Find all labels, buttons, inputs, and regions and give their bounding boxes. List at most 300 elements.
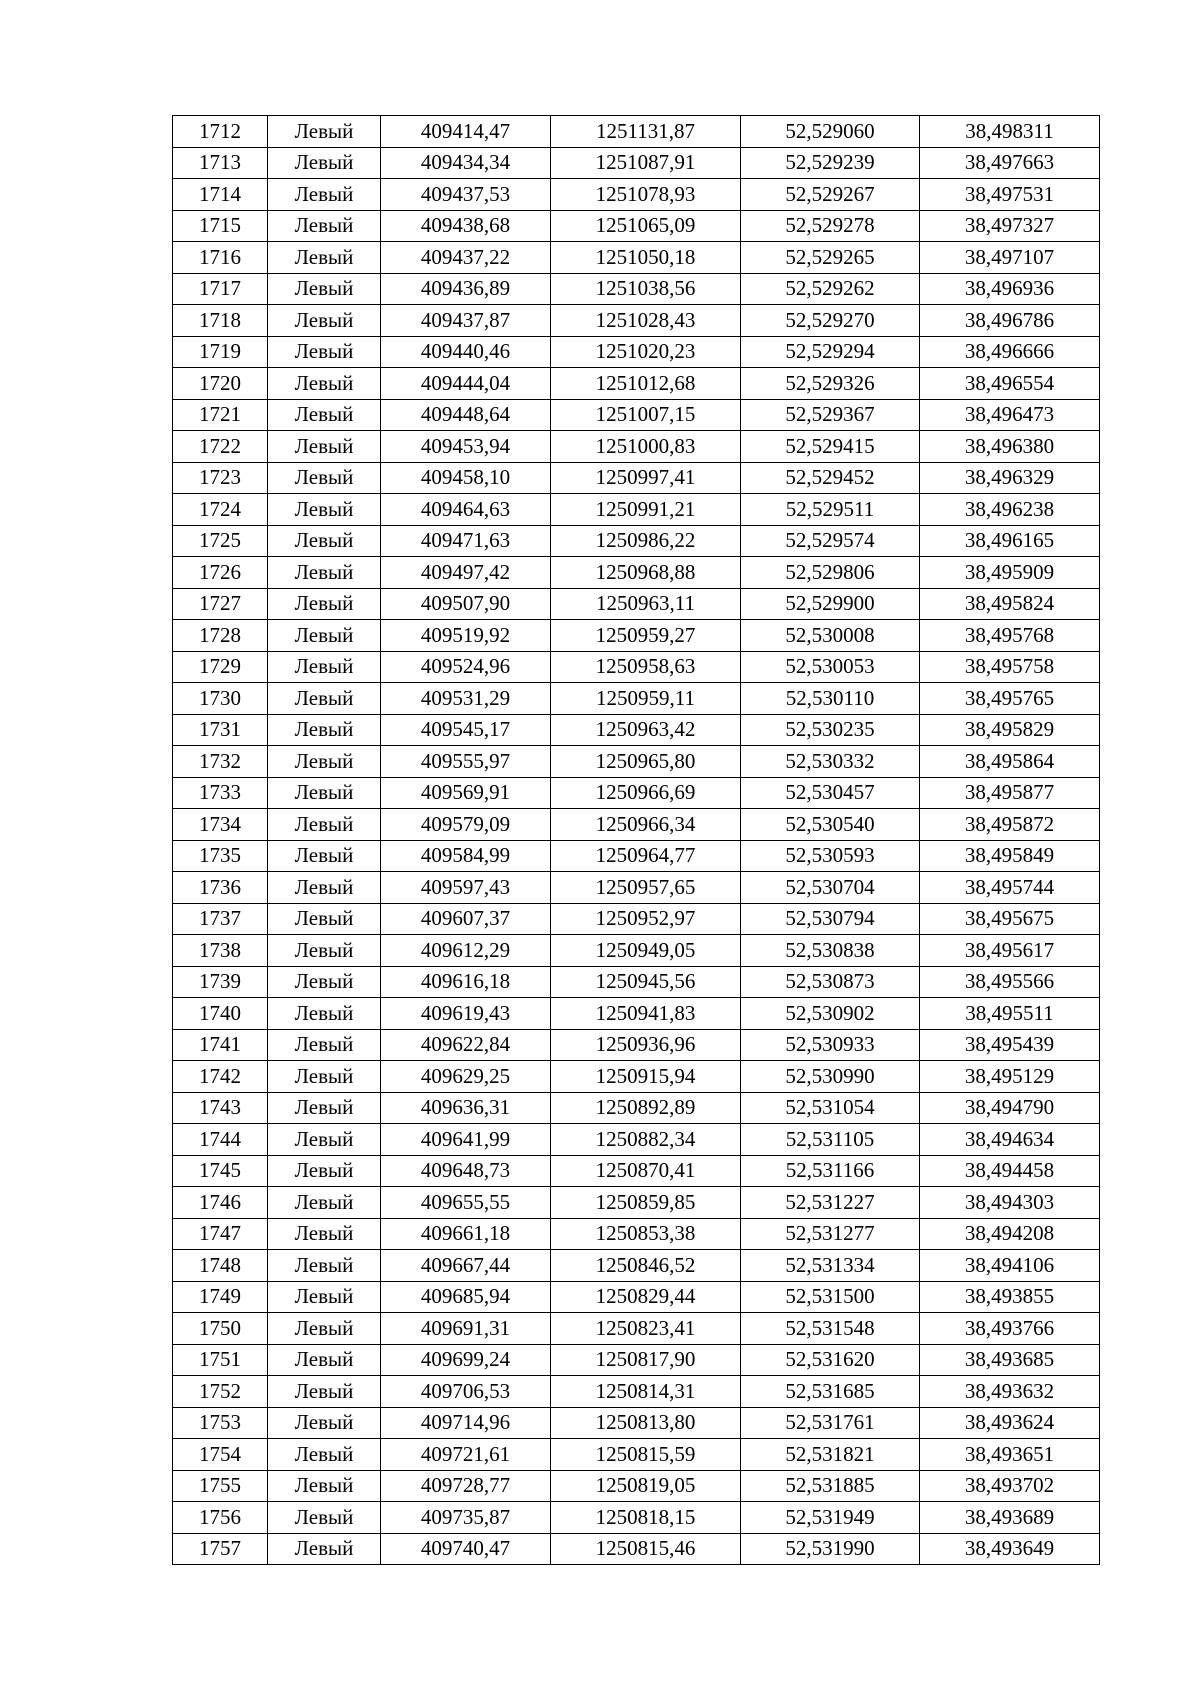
table-row	[173, 1061, 1100, 1093]
longitude-cell: 38,493766	[920, 1313, 1100, 1345]
table-row	[173, 273, 1100, 305]
y-coordinate-cell: 1250986,22	[551, 525, 741, 557]
y-coordinate-cell: 1251050,18	[551, 242, 741, 274]
table-row	[173, 620, 1100, 652]
side-cell: Левый	[268, 1029, 381, 1061]
y-coordinate-cell: 1250963,42	[551, 714, 741, 746]
latitude-cell: 52,530902	[741, 998, 920, 1030]
point-number-cell: 1723	[173, 462, 268, 494]
y-coordinate-cell: 1251087,91	[551, 147, 741, 179]
table-row	[173, 1376, 1100, 1408]
latitude-cell: 52,531054	[741, 1092, 920, 1124]
y-coordinate-cell: 1251007,15	[551, 399, 741, 431]
longitude-cell: 38,496786	[920, 305, 1100, 337]
side-cell: Левый	[268, 1502, 381, 1534]
point-number-cell: 1735	[173, 840, 268, 872]
x-coordinate-cell: 409458,10	[381, 462, 551, 494]
y-coordinate-cell: 1250814,31	[551, 1376, 741, 1408]
side-cell: Левый	[268, 588, 381, 620]
table-row	[173, 966, 1100, 998]
longitude-cell: 38,496238	[920, 494, 1100, 526]
side-cell: Левый	[268, 431, 381, 463]
y-coordinate-cell: 1250991,21	[551, 494, 741, 526]
table-row	[173, 1250, 1100, 1282]
x-coordinate-cell: 409667,44	[381, 1250, 551, 1282]
point-number-cell: 1754	[173, 1439, 268, 1471]
y-coordinate-cell: 1251012,68	[551, 368, 741, 400]
longitude-cell: 38,496936	[920, 273, 1100, 305]
longitude-cell: 38,493624	[920, 1407, 1100, 1439]
y-coordinate-cell: 1250966,34	[551, 809, 741, 841]
side-cell: Левый	[268, 746, 381, 778]
point-number-cell: 1731	[173, 714, 268, 746]
latitude-cell: 52,529806	[741, 557, 920, 589]
side-cell: Левый	[268, 1344, 381, 1376]
table-row	[173, 431, 1100, 463]
table-row	[173, 179, 1100, 211]
x-coordinate-cell: 409507,90	[381, 588, 551, 620]
latitude-cell: 52,531105	[741, 1124, 920, 1156]
side-cell: Левый	[268, 1470, 381, 1502]
side-cell: Левый	[268, 116, 381, 148]
table-row	[173, 462, 1100, 494]
x-coordinate-cell: 409607,37	[381, 903, 551, 935]
latitude-cell: 52,529415	[741, 431, 920, 463]
x-coordinate-cell: 409597,43	[381, 872, 551, 904]
table-row	[173, 714, 1100, 746]
side-cell: Левый	[268, 336, 381, 368]
longitude-cell: 38,497107	[920, 242, 1100, 274]
y-coordinate-cell: 1250817,90	[551, 1344, 741, 1376]
longitude-cell: 38,497327	[920, 210, 1100, 242]
side-cell: Левый	[268, 1250, 381, 1282]
longitude-cell: 38,498311	[920, 116, 1100, 148]
side-cell: Левый	[268, 935, 381, 967]
longitude-cell: 38,495758	[920, 651, 1100, 683]
side-cell: Левый	[268, 651, 381, 683]
y-coordinate-cell: 1250968,88	[551, 557, 741, 589]
longitude-cell: 38,497531	[920, 179, 1100, 211]
x-coordinate-cell: 409706,53	[381, 1376, 551, 1408]
latitude-cell: 52,531548	[741, 1313, 920, 1345]
y-coordinate-cell: 1251078,93	[551, 179, 741, 211]
x-coordinate-cell: 409584,99	[381, 840, 551, 872]
y-coordinate-cell: 1250964,77	[551, 840, 741, 872]
side-cell: Левый	[268, 1376, 381, 1408]
y-coordinate-cell: 1251131,87	[551, 116, 741, 148]
latitude-cell: 52,530593	[741, 840, 920, 872]
longitude-cell: 38,495129	[920, 1061, 1100, 1093]
y-coordinate-cell: 1250815,46	[551, 1533, 741, 1565]
longitude-cell: 38,496666	[920, 336, 1100, 368]
table-row	[173, 903, 1100, 935]
x-coordinate-cell: 409437,87	[381, 305, 551, 337]
latitude-cell: 52,531761	[741, 1407, 920, 1439]
table-row	[173, 1313, 1100, 1345]
table-row	[173, 1533, 1100, 1565]
table-row	[173, 1218, 1100, 1250]
latitude-cell: 52,529452	[741, 462, 920, 494]
side-cell: Левый	[268, 714, 381, 746]
latitude-cell: 52,530873	[741, 966, 920, 998]
longitude-cell: 38,495872	[920, 809, 1100, 841]
table-row	[173, 368, 1100, 400]
point-number-cell: 1744	[173, 1124, 268, 1156]
side-cell: Левый	[268, 1281, 381, 1313]
latitude-cell: 52,530540	[741, 809, 920, 841]
y-coordinate-cell: 1250963,11	[551, 588, 741, 620]
table-row	[173, 494, 1100, 526]
y-coordinate-cell: 1250959,27	[551, 620, 741, 652]
latitude-cell: 52,530110	[741, 683, 920, 715]
latitude-cell: 52,531685	[741, 1376, 920, 1408]
y-coordinate-cell: 1250936,96	[551, 1029, 741, 1061]
latitude-cell: 52,531821	[741, 1439, 920, 1471]
y-coordinate-cell: 1250941,83	[551, 998, 741, 1030]
table-row	[173, 557, 1100, 589]
point-number-cell: 1736	[173, 872, 268, 904]
longitude-cell: 38,495566	[920, 966, 1100, 998]
point-number-cell: 1737	[173, 903, 268, 935]
longitude-cell: 38,493651	[920, 1439, 1100, 1471]
table-row	[173, 336, 1100, 368]
longitude-cell: 38,495511	[920, 998, 1100, 1030]
longitude-cell: 38,496329	[920, 462, 1100, 494]
point-number-cell: 1751	[173, 1344, 268, 1376]
latitude-cell: 52,531885	[741, 1470, 920, 1502]
x-coordinate-cell: 409444,04	[381, 368, 551, 400]
point-number-cell: 1715	[173, 210, 268, 242]
y-coordinate-cell: 1250945,56	[551, 966, 741, 998]
point-number-cell: 1728	[173, 620, 268, 652]
y-coordinate-cell: 1251038,56	[551, 273, 741, 305]
longitude-cell: 38,495765	[920, 683, 1100, 715]
x-coordinate-cell: 409728,77	[381, 1470, 551, 1502]
table-row	[173, 305, 1100, 337]
side-cell: Левый	[268, 1092, 381, 1124]
side-cell: Левый	[268, 557, 381, 589]
point-number-cell: 1746	[173, 1187, 268, 1219]
latitude-cell: 52,531166	[741, 1155, 920, 1187]
point-number-cell: 1756	[173, 1502, 268, 1534]
x-coordinate-cell: 409740,47	[381, 1533, 551, 1565]
x-coordinate-cell: 409448,64	[381, 399, 551, 431]
latitude-cell: 52,530990	[741, 1061, 920, 1093]
x-coordinate-cell: 409569,91	[381, 777, 551, 809]
x-coordinate-cell: 409636,31	[381, 1092, 551, 1124]
latitude-cell: 52,529294	[741, 336, 920, 368]
longitude-cell: 38,495877	[920, 777, 1100, 809]
side-cell: Левый	[268, 399, 381, 431]
side-cell: Левый	[268, 1533, 381, 1565]
side-cell: Левый	[268, 966, 381, 998]
latitude-cell: 52,530332	[741, 746, 920, 778]
point-number-cell: 1717	[173, 273, 268, 305]
table-row	[173, 840, 1100, 872]
point-number-cell: 1725	[173, 525, 268, 557]
y-coordinate-cell: 1250870,41	[551, 1155, 741, 1187]
x-coordinate-cell: 409714,96	[381, 1407, 551, 1439]
y-coordinate-cell: 1250915,94	[551, 1061, 741, 1093]
x-coordinate-cell: 409685,94	[381, 1281, 551, 1313]
latitude-cell: 52,529270	[741, 305, 920, 337]
point-number-cell: 1753	[173, 1407, 268, 1439]
longitude-cell: 38,495768	[920, 620, 1100, 652]
table-row	[173, 1470, 1100, 1502]
point-number-cell: 1749	[173, 1281, 268, 1313]
longitude-cell: 38,493855	[920, 1281, 1100, 1313]
latitude-cell: 52,530838	[741, 935, 920, 967]
longitude-cell: 38,493685	[920, 1344, 1100, 1376]
latitude-cell: 52,530457	[741, 777, 920, 809]
table-row	[173, 651, 1100, 683]
point-number-cell: 1747	[173, 1218, 268, 1250]
table-row	[173, 683, 1100, 715]
y-coordinate-cell: 1250813,80	[551, 1407, 741, 1439]
point-number-cell: 1741	[173, 1029, 268, 1061]
table-row	[173, 1092, 1100, 1124]
x-coordinate-cell: 409555,97	[381, 746, 551, 778]
y-coordinate-cell: 1250829,44	[551, 1281, 741, 1313]
x-coordinate-cell: 409655,55	[381, 1187, 551, 1219]
latitude-cell: 52,530704	[741, 872, 920, 904]
table-row	[173, 210, 1100, 242]
side-cell: Левый	[268, 242, 381, 274]
table-row	[173, 1439, 1100, 1471]
longitude-cell: 38,496473	[920, 399, 1100, 431]
point-number-cell: 1743	[173, 1092, 268, 1124]
x-coordinate-cell: 409579,09	[381, 809, 551, 841]
y-coordinate-cell: 1250846,52	[551, 1250, 741, 1282]
table-row	[173, 147, 1100, 179]
point-number-cell: 1750	[173, 1313, 268, 1345]
latitude-cell: 52,529900	[741, 588, 920, 620]
latitude-cell: 52,531620	[741, 1344, 920, 1376]
latitude-cell: 52,529367	[741, 399, 920, 431]
point-number-cell: 1732	[173, 746, 268, 778]
latitude-cell: 52,531500	[741, 1281, 920, 1313]
x-coordinate-cell: 409721,61	[381, 1439, 551, 1471]
x-coordinate-cell: 409735,87	[381, 1502, 551, 1534]
x-coordinate-cell: 409436,89	[381, 273, 551, 305]
x-coordinate-cell: 409437,22	[381, 242, 551, 274]
point-number-cell: 1724	[173, 494, 268, 526]
x-coordinate-cell: 409471,63	[381, 525, 551, 557]
table-row	[173, 746, 1100, 778]
point-number-cell: 1712	[173, 116, 268, 148]
point-number-cell: 1739	[173, 966, 268, 998]
table-row	[173, 399, 1100, 431]
longitude-cell: 38,496554	[920, 368, 1100, 400]
x-coordinate-cell: 409699,24	[381, 1344, 551, 1376]
x-coordinate-cell: 409622,84	[381, 1029, 551, 1061]
longitude-cell: 38,494458	[920, 1155, 1100, 1187]
y-coordinate-cell: 1250819,05	[551, 1470, 741, 1502]
x-coordinate-cell: 409440,46	[381, 336, 551, 368]
y-coordinate-cell: 1250957,65	[551, 872, 741, 904]
longitude-cell: 38,495849	[920, 840, 1100, 872]
point-number-cell: 1729	[173, 651, 268, 683]
side-cell: Левый	[268, 147, 381, 179]
side-cell: Левый	[268, 620, 381, 652]
side-cell: Левый	[268, 494, 381, 526]
side-cell: Левый	[268, 903, 381, 935]
y-coordinate-cell: 1250965,80	[551, 746, 741, 778]
point-number-cell: 1722	[173, 431, 268, 463]
x-coordinate-cell: 409531,29	[381, 683, 551, 715]
longitude-cell: 38,495824	[920, 588, 1100, 620]
table-row	[173, 1281, 1100, 1313]
point-number-cell: 1714	[173, 179, 268, 211]
x-coordinate-cell: 409438,68	[381, 210, 551, 242]
table-row	[173, 809, 1100, 841]
longitude-cell: 38,495617	[920, 935, 1100, 967]
table-row	[173, 998, 1100, 1030]
point-number-cell: 1752	[173, 1376, 268, 1408]
y-coordinate-cell: 1250818,15	[551, 1502, 741, 1534]
table-row	[173, 1029, 1100, 1061]
latitude-cell: 52,530053	[741, 651, 920, 683]
side-cell: Левый	[268, 273, 381, 305]
longitude-cell: 38,495675	[920, 903, 1100, 935]
x-coordinate-cell: 409453,94	[381, 431, 551, 463]
latitude-cell: 52,529265	[741, 242, 920, 274]
longitude-cell: 38,496165	[920, 525, 1100, 557]
point-number-cell: 1730	[173, 683, 268, 715]
point-number-cell: 1740	[173, 998, 268, 1030]
x-coordinate-cell: 409497,42	[381, 557, 551, 589]
longitude-cell: 38,494303	[920, 1187, 1100, 1219]
point-number-cell: 1726	[173, 557, 268, 589]
side-cell: Левый	[268, 525, 381, 557]
latitude-cell: 52,529262	[741, 273, 920, 305]
table-row	[173, 525, 1100, 557]
side-cell: Левый	[268, 1187, 381, 1219]
side-cell: Левый	[268, 998, 381, 1030]
latitude-cell: 52,529326	[741, 368, 920, 400]
side-cell: Левый	[268, 1218, 381, 1250]
point-number-cell: 1718	[173, 305, 268, 337]
longitude-cell: 38,494790	[920, 1092, 1100, 1124]
x-coordinate-cell: 409545,17	[381, 714, 551, 746]
table-row	[173, 1124, 1100, 1156]
y-coordinate-cell: 1250959,11	[551, 683, 741, 715]
point-number-cell: 1716	[173, 242, 268, 274]
y-coordinate-cell: 1250958,63	[551, 651, 741, 683]
side-cell: Левый	[268, 840, 381, 872]
longitude-cell: 38,494634	[920, 1124, 1100, 1156]
side-cell: Левый	[268, 1155, 381, 1187]
side-cell: Левый	[268, 1061, 381, 1093]
side-cell: Левый	[268, 872, 381, 904]
y-coordinate-cell: 1251028,43	[551, 305, 741, 337]
side-cell: Левый	[268, 777, 381, 809]
longitude-cell: 38,496380	[920, 431, 1100, 463]
point-number-cell: 1720	[173, 368, 268, 400]
side-cell: Левый	[268, 1439, 381, 1471]
side-cell: Левый	[268, 305, 381, 337]
table-row	[173, 242, 1100, 274]
longitude-cell: 38,495909	[920, 557, 1100, 589]
x-coordinate-cell: 409641,99	[381, 1124, 551, 1156]
y-coordinate-cell: 1250949,05	[551, 935, 741, 967]
longitude-cell: 38,493689	[920, 1502, 1100, 1534]
longitude-cell: 38,495829	[920, 714, 1100, 746]
y-coordinate-cell: 1250952,97	[551, 903, 741, 935]
y-coordinate-cell: 1250882,34	[551, 1124, 741, 1156]
longitude-cell: 38,495744	[920, 872, 1100, 904]
latitude-cell: 52,529574	[741, 525, 920, 557]
side-cell: Левый	[268, 809, 381, 841]
x-coordinate-cell: 409629,25	[381, 1061, 551, 1093]
latitude-cell: 52,530794	[741, 903, 920, 935]
table-row	[173, 1187, 1100, 1219]
side-cell: Левый	[268, 210, 381, 242]
y-coordinate-cell: 1250859,85	[551, 1187, 741, 1219]
side-cell: Левый	[268, 1313, 381, 1345]
latitude-cell: 52,531334	[741, 1250, 920, 1282]
x-coordinate-cell: 409616,18	[381, 966, 551, 998]
y-coordinate-cell: 1251020,23	[551, 336, 741, 368]
x-coordinate-cell: 409414,47	[381, 116, 551, 148]
y-coordinate-cell: 1250892,89	[551, 1092, 741, 1124]
point-number-cell: 1738	[173, 935, 268, 967]
y-coordinate-cell: 1251000,83	[551, 431, 741, 463]
latitude-cell: 52,529267	[741, 179, 920, 211]
latitude-cell: 52,530008	[741, 620, 920, 652]
side-cell: Левый	[268, 1124, 381, 1156]
latitude-cell: 52,529239	[741, 147, 920, 179]
table-row	[173, 1344, 1100, 1376]
longitude-cell: 38,495864	[920, 746, 1100, 778]
coordinates-table-body	[173, 116, 1100, 1565]
longitude-cell: 38,494208	[920, 1218, 1100, 1250]
y-coordinate-cell: 1250823,41	[551, 1313, 741, 1345]
longitude-cell: 38,495439	[920, 1029, 1100, 1061]
side-cell: Левый	[268, 179, 381, 211]
x-coordinate-cell: 409612,29	[381, 935, 551, 967]
y-coordinate-cell: 1250997,41	[551, 462, 741, 494]
table-row	[173, 1155, 1100, 1187]
point-number-cell: 1713	[173, 147, 268, 179]
point-number-cell: 1755	[173, 1470, 268, 1502]
point-number-cell: 1748	[173, 1250, 268, 1282]
y-coordinate-cell: 1250966,69	[551, 777, 741, 809]
x-coordinate-cell: 409648,73	[381, 1155, 551, 1187]
latitude-cell: 52,530933	[741, 1029, 920, 1061]
table-row	[173, 777, 1100, 809]
side-cell: Левый	[268, 368, 381, 400]
y-coordinate-cell: 1250815,59	[551, 1439, 741, 1471]
latitude-cell: 52,530235	[741, 714, 920, 746]
latitude-cell: 52,531277	[741, 1218, 920, 1250]
longitude-cell: 38,493649	[920, 1533, 1100, 1565]
x-coordinate-cell: 409437,53	[381, 179, 551, 211]
table-row	[173, 872, 1100, 904]
x-coordinate-cell: 409464,63	[381, 494, 551, 526]
point-number-cell: 1719	[173, 336, 268, 368]
y-coordinate-cell: 1251065,09	[551, 210, 741, 242]
point-number-cell: 1734	[173, 809, 268, 841]
x-coordinate-cell: 409619,43	[381, 998, 551, 1030]
point-number-cell: 1727	[173, 588, 268, 620]
latitude-cell: 52,529511	[741, 494, 920, 526]
point-number-cell: 1745	[173, 1155, 268, 1187]
table-row	[173, 935, 1100, 967]
table-row	[173, 588, 1100, 620]
longitude-cell: 38,494106	[920, 1250, 1100, 1282]
y-coordinate-cell: 1250853,38	[551, 1218, 741, 1250]
